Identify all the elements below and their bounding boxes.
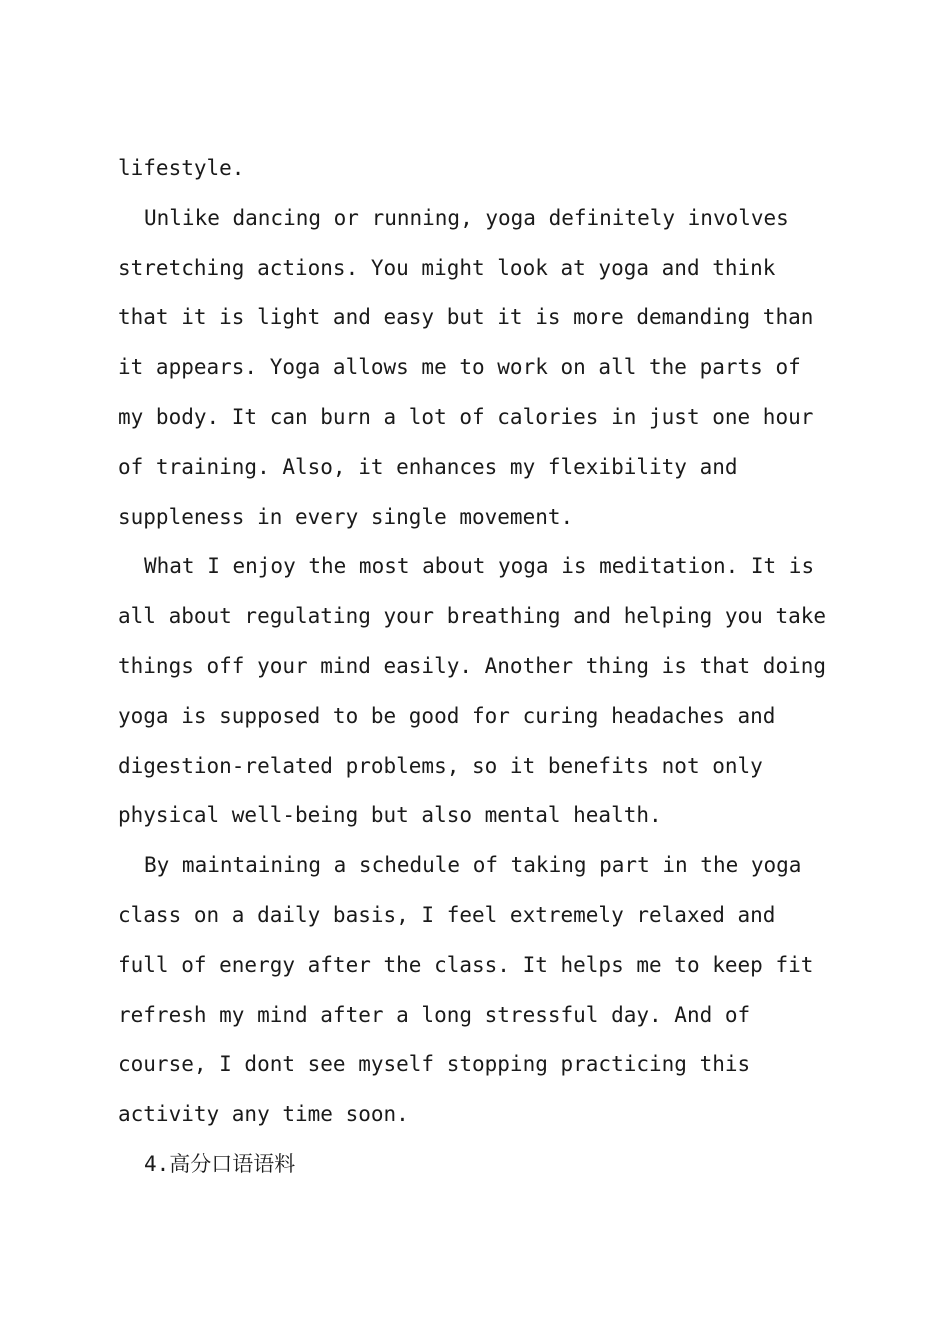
text-line: digestion-related problems, so it benefits not only [118,753,763,778]
body-text [118,144,848,1190]
text-line: What I enjoy the most about yoga is meditation. It is [144,554,815,579]
text-line: of training. Also, it enhances my flexibility and [118,454,738,479]
text-line: activity any time soon. [118,1102,409,1127]
text-line: things off your mind easily. Another thing is that doing [118,653,827,678]
text-line: Unlike dancing or running, yoga definitely involves [144,205,789,230]
text-line: refresh my mind after a long stressful day. And of [118,1002,751,1027]
text-line: my body. It can burn a lot of calories in just one hour [118,404,814,429]
text-line: By maintaining a schedule of taking part in the yoga [144,853,802,878]
text-line: stretching actions. You might look at yoga and think [118,255,776,280]
text-line: that it is light and easy but it is more demanding than [118,305,814,330]
text-line: yoga is supposed to be good for curing headaches and [118,703,776,728]
text-line: lifestyle. [118,156,245,180]
text-line: class on a daily basis, I feel extremely relaxed and [118,902,776,927]
text-line: full of energy after the class. It helps me to keep fit [118,952,814,977]
text-line: course, I dont see myself stopping practicing this [118,1052,751,1077]
text-line: suppleness in every single movement. [118,504,574,529]
text-line: physical well-being but also mental health. [118,803,662,828]
section-heading: 4.高分口语语料 [144,1151,296,1176]
text-line: it appears. Yoga allows me to work on all the parts of [118,355,801,380]
text-line: all about regulating your breathing and helping you take [118,604,827,629]
